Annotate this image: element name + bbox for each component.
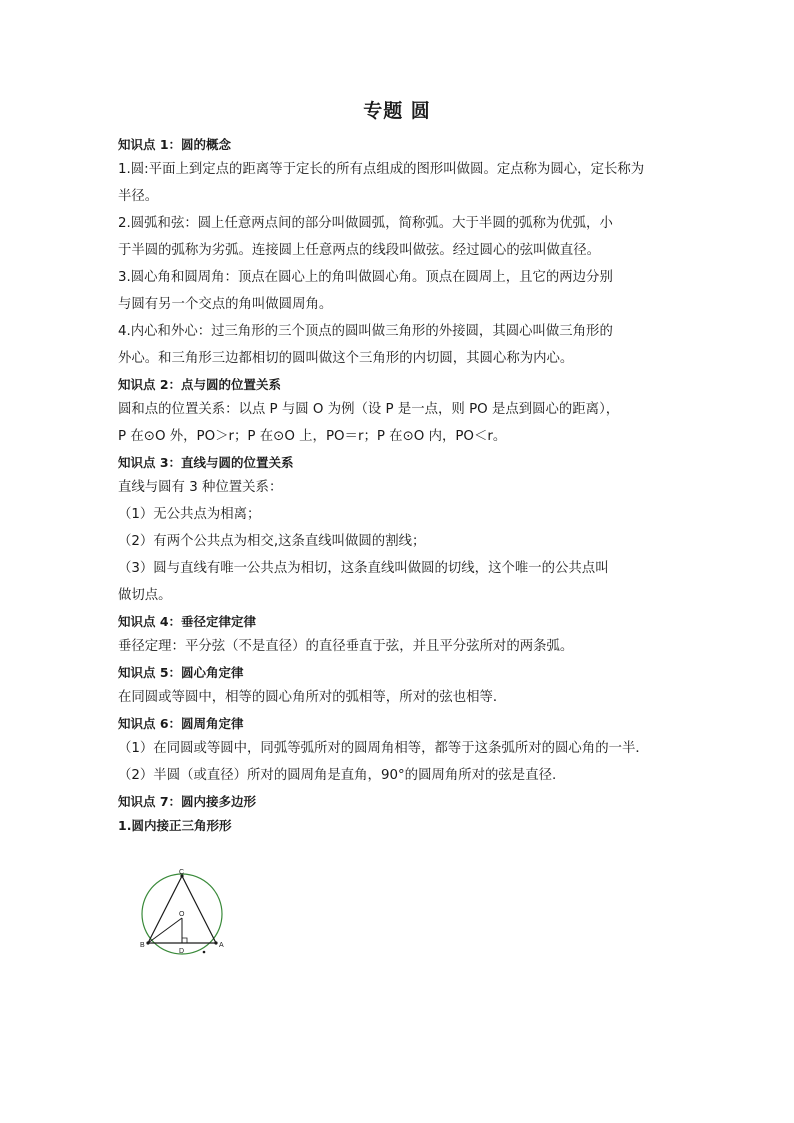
segment-ob	[148, 918, 182, 943]
right-angle-mark	[182, 938, 187, 943]
paragraph-line: 4.内心和外心：过三角形的三个顶点的圆叫做三角形的外接圆，其圆心叫做三角形的	[118, 324, 613, 339]
paragraph-line: 于半圆的弧称为劣弧。连接圆上任意两点的线段叫做弦。经过圆心的弦叫做直径。	[118, 243, 601, 258]
paragraph-line: （2）有两个公共点为相交,这条直线叫做圆的割线；	[118, 534, 426, 549]
label-o: O	[179, 911, 185, 918]
section-heading-6: 知识点 6：圆周角定律	[118, 716, 244, 731]
point-b	[146, 941, 149, 944]
paragraph-line: 圆和点的位置关系：以点 P 与圆 O 为例（设 P 是一点，则 PO 是点到圆心的距离），	[118, 402, 620, 417]
inscribed-triangle-figure	[132, 866, 232, 962]
paragraph-line: （1）无公共点为相离；	[118, 507, 261, 522]
paragraph-line: 半径。	[118, 189, 159, 204]
label-c: C	[179, 869, 185, 876]
paragraph-line: P 在⊙O 外，PO＞r；P 在⊙O 上，PO＝r；P 在⊙O 内，PO＜r。	[118, 429, 507, 444]
paragraph-line: 在同圆或等圆中，相等的圆心角所对的弧相等，所对的弦也相等．	[118, 690, 507, 705]
section-heading-1: 知识点 1：圆的概念	[118, 137, 232, 152]
subsection-heading: 1.圆内接正三角形形	[118, 818, 232, 833]
page-title: 专题 圆	[363, 100, 431, 122]
section-heading-2: 知识点 2：点与圆的位置关系	[118, 377, 282, 392]
arc-point	[203, 951, 206, 954]
section-heading-5: 知识点 5：圆心角定律	[118, 665, 244, 680]
section-heading-3: 知识点 3：直线与圆的位置关系	[118, 455, 294, 470]
paragraph-line: （1）在同圆或等圆中，同弧等弧所对的圆周角相等，都等于这条弧所对的圆心角的一半．	[118, 741, 649, 756]
paragraph-line: 外心。和三角形三边都相切的圆叫做这个三角形的内切圆，其圆心称为内心。	[118, 351, 574, 366]
paragraph-line: 与圆有另一个交点的角叫做圆周角。	[118, 297, 333, 312]
label-b: B	[140, 942, 145, 949]
paragraph-line: 3.圆心角和圆周角：顶点在圆心上的角叫做圆心角。顶点在圆周上，且它的两边分别	[118, 270, 613, 285]
section-heading-7: 知识点 7：圆内接多边形	[118, 794, 257, 809]
paragraph-line: （3）圆与直线有唯一公共点为相切，这条直线叫做圆的切线，这个唯一的公共点叫	[118, 561, 609, 576]
paragraph-line: 2.圆弧和弦：圆上任意两点间的部分叫做圆弧，简称弧。大于半圆的弧称为优弧，小	[118, 216, 613, 231]
label-a: A	[219, 942, 224, 949]
paragraph-line: 1.圆:平面上到定点的距离等于定长的所有点组成的图形叫做圆。定点称为圆心，定长称为	[118, 162, 645, 177]
document-body	[118, 132, 678, 837]
label-d: D	[179, 948, 185, 955]
point-a	[214, 941, 217, 944]
paragraph-line: （2）半圆（或直径）所对的圆周角是直角，90°的圆周角所对的弦是直径.	[118, 768, 557, 783]
geometry-diagram	[132, 866, 232, 962]
paragraph-line: 垂径定理：平分弦（不是直径）的直径垂直于弦，并且平分弦所对的两条弧。	[118, 639, 574, 654]
section-heading-4: 知识点 4：垂径定律定律	[118, 614, 257, 629]
paragraph-line: 做切点。	[118, 588, 172, 603]
paragraph-line: 直线与圆有 3 种位置关系：	[118, 480, 283, 495]
